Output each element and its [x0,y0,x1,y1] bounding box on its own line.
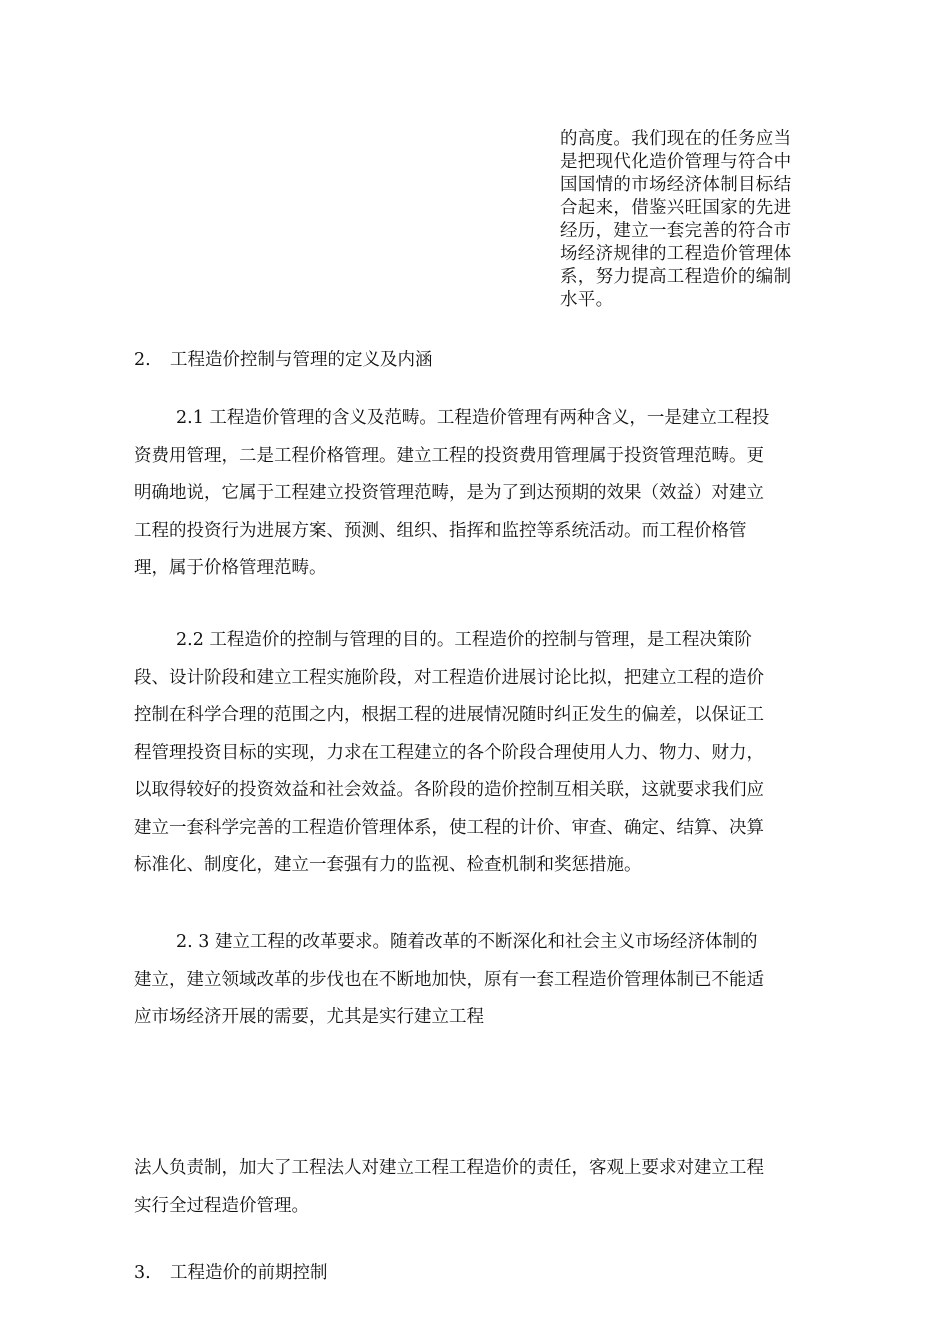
intro-line: 合起来，借鉴兴旺国家的先进 [560,198,792,218]
paragraph-line: 实行全过程造价管理。 [134,1195,309,1216]
paragraph-line: 建立一套科学完善的工程造价管理体系，使工程的计价、审查、确定、结算、决算 [134,817,764,838]
intro-line: 水平。 [560,290,614,310]
intro-line: 国国情的市场经济体制目标结 [560,175,792,195]
paragraph-2-3 [134,924,824,1037]
paragraph-line: 2. 3 建立工程的改革要求。随着改革的不断深化和社会主义市场经济体制的 [176,932,758,952]
paragraph-line: 2.2 工程造价的控制与管理的目的。工程造价的控制与管理，是工程决策阶 [176,630,752,650]
paragraph-line: 资费用管理，二是工程价格管理。建立工程的投资费用管理属于投资管理范畴。更 [134,445,764,466]
paragraph-line: 2.1 工程造价管理的含义及范畴。工程造价管理有两种含义，一是建立工程投 [176,408,770,428]
paragraph-line: 以取得较好的投资效益和社会效益。各阶段的造价控制互相关联，这就要求我们应 [134,780,764,800]
paragraph-line: 控制在科学合理的范围之内，根据工程的进展情况随时纠正发生的偏差，以保证工 [134,705,764,725]
paragraph-line: 法人负责制，加大了工程法人对建立工程工程造价的责任，客观上要求对建立工程 [134,1158,764,1178]
intro-line: 经历，建立一套完善的符合市 [560,221,792,241]
paragraph-continued [134,1150,824,1225]
intro-line: 的高度。我们现在的任务应当 [560,129,792,149]
section-number: 3. [134,1263,151,1283]
intro-line: 是把现代化造价管理与符合中 [560,152,792,172]
section-title: 工程造价控制与管理的定义及内涵 [170,350,433,370]
paragraph-line: 工程的投资行为进展方案、预测、组织、指挥和监控等系统活动。而工程价格管 [134,520,747,541]
paragraph-line: 理，属于价格管理范畴。 [134,558,327,578]
paragraph-line: 段、设计阶段和建立工程实施阶段，对工程造价进展讨论比拟，把建立工程的造价 [134,667,764,688]
intro-column-text [560,128,830,312]
paragraph-2-1 [134,400,824,588]
section-2-heading [134,348,433,372]
paragraph-2-2 [134,622,824,885]
paragraph-line: 建立，建立领域改革的步伐也在不断地加快，原有一套工程造价管理体制已不能适 [134,969,764,990]
intro-line: 场经济规律的工程造价管理体 [560,244,792,264]
section-title: 工程造价的前期控制 [170,1263,328,1283]
paragraph-line: 程管理投资目标的实现，力求在工程建立的各个阶段合理使用人力、物力、财力， [134,742,764,763]
paragraph-line: 标准化、制度化，建立一套强有力的监视、检查机制和奖惩措施。 [134,855,642,875]
section-number: 2. [134,350,151,370]
paragraph-line: 应市场经济开展的需要，尤其是实行建立工程 [134,1007,484,1027]
section-3-heading [134,1261,328,1285]
paragraph-line: 明确地说，它属于工程建立投资管理范畴，是为了到达预期的效果（效益）对建立 [134,483,764,503]
intro-line: 系，努力提高工程造价的编制 [560,267,792,287]
